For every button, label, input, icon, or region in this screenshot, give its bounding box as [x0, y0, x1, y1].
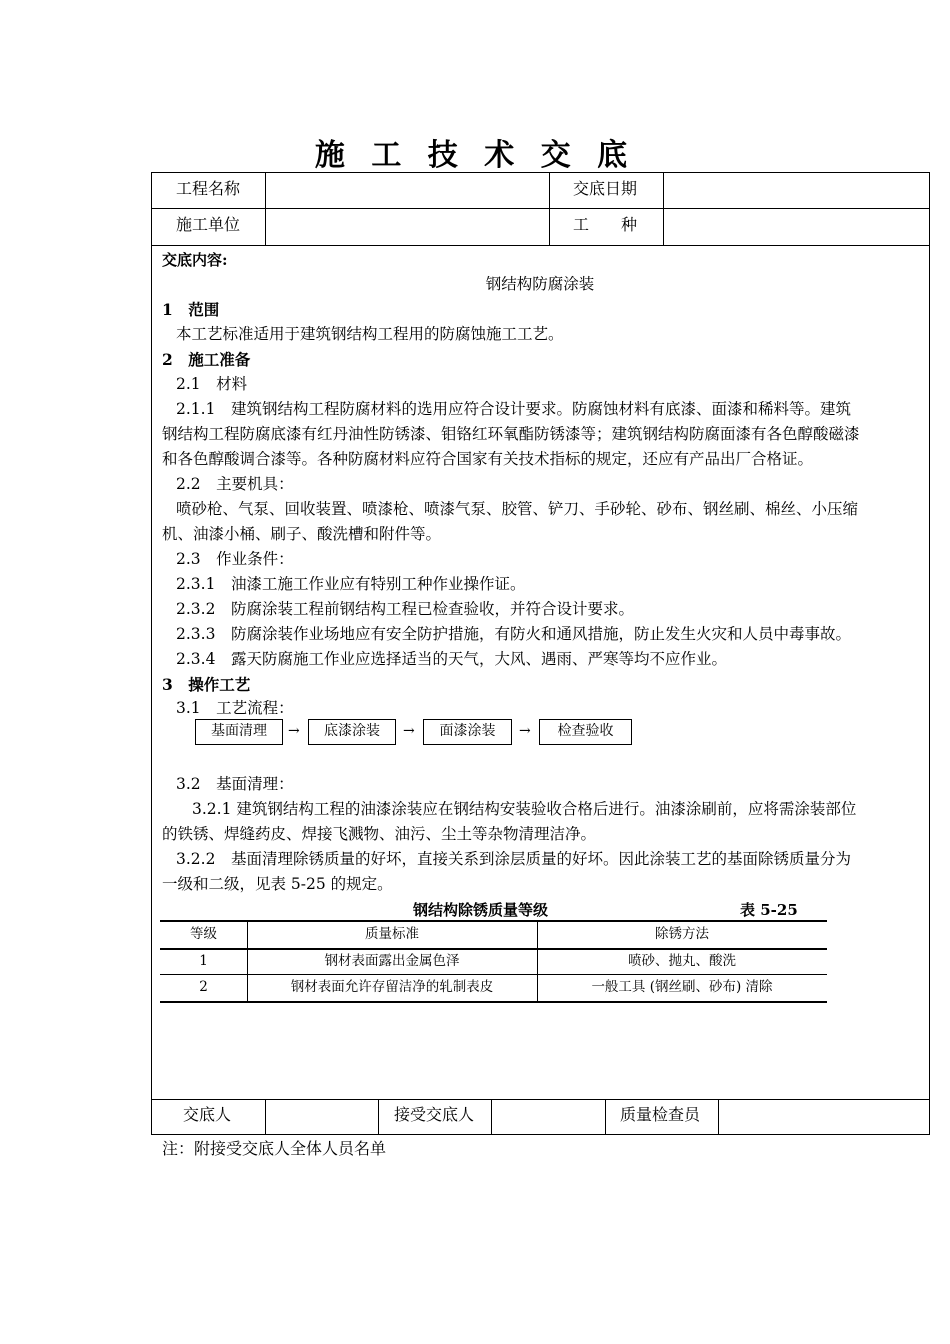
- presenter-label: 交底人: [183, 1105, 232, 1124]
- content-label: 交底内容:: [162, 251, 228, 269]
- subsection-heading: 2.3 作业条件：: [176, 550, 294, 568]
- section-3-heading: 3 操作工艺: [162, 675, 251, 694]
- trade-label: 工 种: [573, 215, 638, 234]
- unit-label: 施工单位: [176, 215, 241, 234]
- flow-step: 基面清理: [195, 719, 283, 745]
- paragraph: 机、油漆小桶、刷子、酸洗槽和附件等。: [162, 525, 442, 543]
- subsection-heading: 2.2 主要机具：: [176, 475, 294, 493]
- receiver-label: 接受交底人: [394, 1105, 475, 1124]
- table-caption: 钢结构除锈质量等级: [413, 901, 549, 919]
- flow-step: 检查验收: [539, 719, 632, 745]
- arrow-right-icon: →: [519, 723, 531, 739]
- paragraph: 3.2.1 建筑钢结构工程的油漆涂装应在钢结构安装验收合格后进行。油漆涂刷前，应将需涂装部位: [192, 800, 857, 818]
- subsection-heading: 2.1 材料: [176, 375, 248, 393]
- paragraph: 2.3.3 防腐涂装作业场地应有安全防护措施，有防火和通风措施，防止发生火灾和人员中毒事故。: [176, 625, 851, 643]
- table-cell: 一般工具 (钢丝刷、砂布) 清除: [591, 979, 773, 995]
- table-rule: [160, 920, 827, 922]
- table-header-cell: 等级: [190, 926, 217, 942]
- row-divider: [151, 245, 930, 246]
- col-divider: [549, 172, 550, 245]
- paragraph: 钢结构工程防腐底漆有红丹油性防锈漆、钼铬红环氧酯防锈漆等；建筑钢结构防腐面漆有各色醇酸磁漆: [162, 425, 860, 443]
- subsection-heading: 3.1 工艺流程：: [176, 699, 294, 717]
- arrow-right-icon: →: [288, 723, 300, 739]
- table-header-cell: 质量标准: [365, 926, 419, 942]
- paragraph: 2.3.4 露天防腐施工作业应选择适当的天气，大风、遇雨、严寒等均不应作业。: [176, 650, 727, 668]
- paragraph: 喷砂枪、气泵、回收装置、喷漆枪、喷漆气泵、胶管、铲刀、手砂轮、砂布、钢丝刷、棉丝、小压缩: [176, 500, 859, 518]
- col-divider: [663, 172, 664, 245]
- inspector-label: 质量检查员: [620, 1105, 701, 1124]
- footnote: 注：附接受交底人全体人员名单: [162, 1139, 387, 1158]
- col-divider: [265, 1099, 266, 1135]
- project-name-label: 工程名称: [176, 179, 241, 198]
- section-1-heading: 1 范围: [162, 300, 220, 319]
- subsection-heading: 3.2 基面清理：: [176, 775, 294, 793]
- table-cell: 2: [199, 979, 208, 995]
- col-divider: [605, 1099, 606, 1135]
- paragraph: 2.1.1 建筑钢结构工程防腐材料的选用应符合设计要求。防腐蚀材料有底漆、面漆和稀料等。建筑: [176, 400, 851, 418]
- date-label: 交底日期: [573, 179, 638, 198]
- col-divider: [718, 1099, 719, 1135]
- arrow-right-icon: →: [403, 723, 415, 739]
- subject-heading: 钢结构防腐涂装: [485, 275, 595, 293]
- row-divider: [151, 1099, 930, 1100]
- paragraph: 2.3.2 防腐涂装工程前钢结构工程已检查验收，并符合设计要求。: [176, 600, 634, 618]
- table-cell: 1: [199, 953, 208, 969]
- flow-step: 底漆涂装: [308, 719, 396, 745]
- table-rule: [160, 1001, 827, 1003]
- section-2-heading: 2 施工准备: [162, 350, 251, 369]
- table-header-cell: 除锈方法: [655, 926, 709, 942]
- table-cell: 钢材表面允许存留洁净的轧制表皮: [290, 979, 494, 995]
- col-divider: [265, 172, 266, 245]
- col-divider: [378, 1099, 379, 1135]
- table-rule: [160, 974, 827, 975]
- flow-step: 面漆涂装: [423, 719, 512, 745]
- paragraph: 和各色醇酸调合漆等。各种防腐材料应符合国家有关技术指标的规定，还应有产品出厂合格证。: [162, 450, 814, 468]
- row-divider: [151, 208, 930, 209]
- paragraph: 本工艺标准适用于建筑钢结构工程用的防腐蚀施工工艺。: [176, 325, 564, 343]
- paragraph: 2.3.1 油漆工施工作业应有特别工种作业操作证。: [176, 575, 526, 593]
- col-divider: [491, 1099, 492, 1135]
- paragraph: 一级和二级，见表 5-25 的规定。: [162, 875, 393, 893]
- paragraph: 的铁锈、焊缝药皮、焊接飞溅物、油污、尘土等杂物清理洁净。: [162, 825, 597, 843]
- paragraph: 3.2.2 基面清理除锈质量的好坏，直接关系到涂层质量的好坏。因此涂装工艺的基面除锈质量分为: [176, 850, 851, 868]
- table-cell: 钢材表面露出金属色泽: [324, 953, 460, 969]
- document-title: 施 工 技 术 交 底: [314, 138, 636, 173]
- table-number: 表 5-25: [740, 901, 798, 919]
- table-rule: [160, 948, 827, 950]
- table-cell: 喷砂、抛丸、酸洗: [628, 953, 736, 969]
